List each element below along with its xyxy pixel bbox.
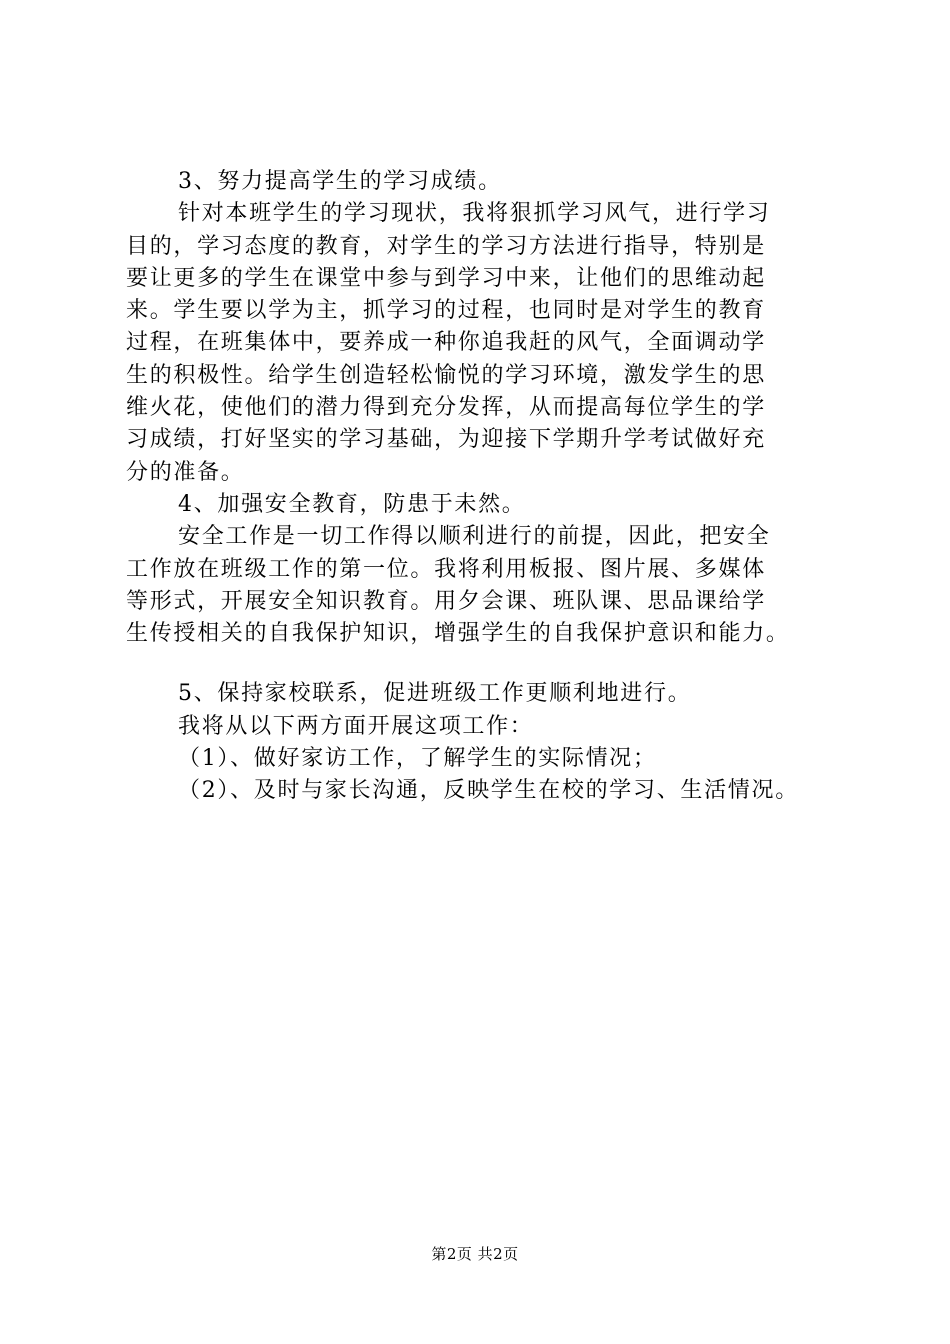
- document-body: [126, 166, 846, 808]
- paragraph-line: 分的准备。: [126, 459, 245, 485]
- section-heading-3: 3、努力提高学生的学习成绩。: [178, 169, 502, 194]
- paragraph-line: 工作放在班级工作的第一位。我将利用板报、图片展、多媒体: [126, 556, 766, 582]
- paragraph-line: 等形式，开展安全知识教育。用夕会课、班队课、思品课给学: [126, 588, 766, 614]
- section-heading-4: 4、加强安全教育，防患于未然。: [178, 491, 526, 517]
- paragraph-line: 目的，学习态度的教育，对学生的学习方法进行指导，特别是: [126, 233, 766, 259]
- paragraph-line: 安全工作是一切工作得以顺利进行的前提，因此，把安全: [178, 524, 771, 550]
- paragraph-line: 要让更多的学生在课堂中参与到学习中来，让他们的思维动起: [126, 265, 766, 291]
- list-item-1: （1）、做好家访工作，了解学生的实际情况；: [178, 746, 657, 772]
- paragraph-line: 习成绩，打好坚实的学习基础，为迎接下学期升学考试做好充: [126, 427, 766, 453]
- paragraph-line: 针对本班学生的学习现状，我将狠抓学习风气，进行学习: [178, 201, 771, 227]
- paragraph-line: 来。学生要以学为主，抓学习的过程，也同时是对学生的教育: [126, 298, 766, 324]
- page-footer: 第2页 共2页: [431, 1245, 519, 1263]
- paragraph-line: 维火花，使他们的潜力得到充分发挥，从而提高每位学生的学: [126, 395, 766, 421]
- list-item-2: （2）、及时与家长沟通，反映学生在校的学习、生活情况。: [178, 778, 799, 804]
- section-heading-5: 5、保持家校联系，促进班级工作更顺利地进行。: [178, 681, 692, 707]
- paragraph-line: 生的积极性。给学生创造轻松愉悦的学习环境，激发学生的思: [126, 362, 766, 388]
- paragraph-line: 我将从以下两方面开展这项工作：: [178, 713, 534, 739]
- blank-line: [126, 650, 846, 678]
- paragraph-line: 过程，在班集体中，要养成一种你追我赶的风气，全面调动学: [126, 330, 766, 356]
- paragraph-line: 生传授相关的自我保护知识，增强学生的自我保护意识和能力。: [126, 621, 790, 647]
